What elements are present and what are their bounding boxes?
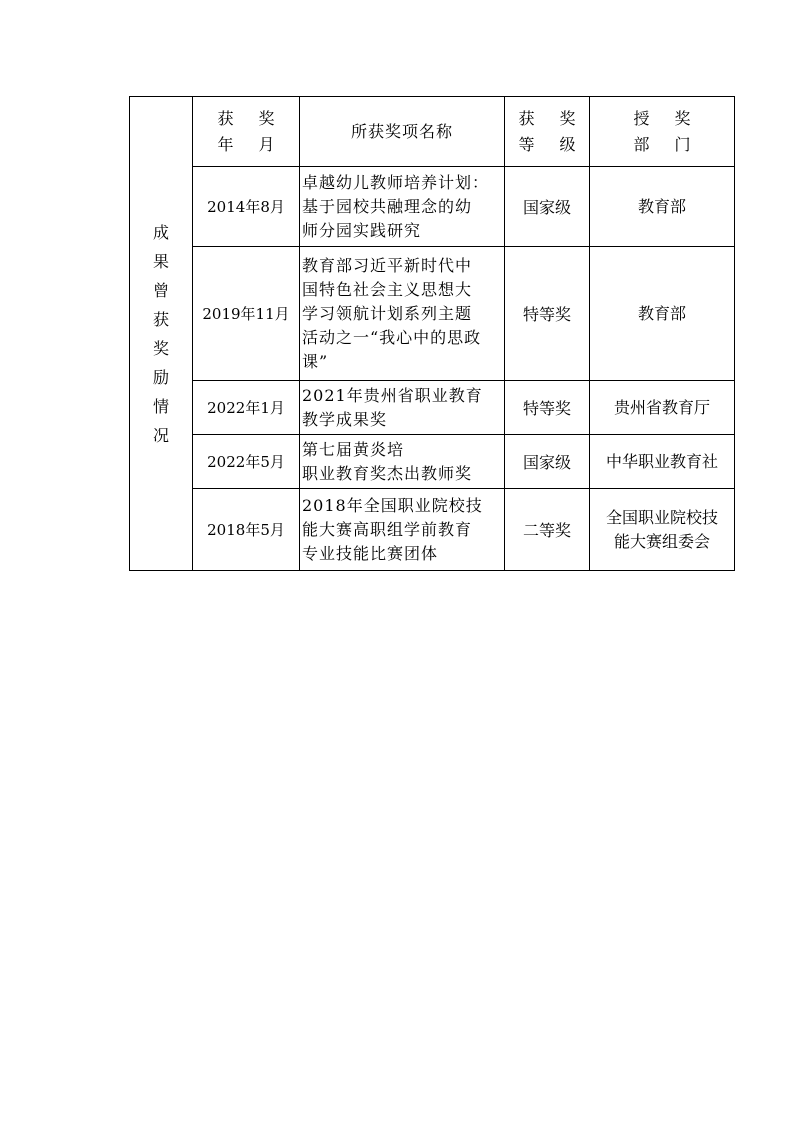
- award-name: [300, 435, 505, 489]
- header-line: 所获奖项名称: [350, 121, 453, 141]
- award-dept-line: 教育部: [637, 196, 686, 216]
- award-name-line: 师分园实践研究: [302, 220, 422, 240]
- award-name-line: 课”: [302, 351, 329, 371]
- table-row: [130, 381, 735, 435]
- award-dept: [590, 167, 735, 247]
- table-row: [130, 167, 735, 247]
- award-name-line: 卓越幼儿教师培养计划：: [302, 172, 490, 192]
- award-name: [300, 247, 505, 381]
- header-dept: [590, 97, 735, 167]
- header-line: 部 门: [633, 134, 701, 154]
- header-level: [505, 97, 590, 167]
- side-title: [130, 97, 193, 571]
- award-level: 特等奖: [505, 247, 590, 381]
- award-dept-line: 全国职业院校技: [605, 507, 718, 527]
- award-dept-line: 教育部: [637, 303, 686, 323]
- award-name: [300, 381, 505, 435]
- award-name-line: 活动之一“我心中的思政: [302, 327, 482, 347]
- header-line: 获 奖: [217, 108, 285, 128]
- table-row: [130, 247, 735, 381]
- header-line: 年 月: [217, 134, 285, 154]
- award-date: 2019年11月: [193, 247, 300, 381]
- header-line: 等 级: [518, 134, 586, 154]
- award-name-line: 2018年全国职业院校技: [302, 495, 483, 515]
- award-name: [300, 167, 505, 247]
- side-title-char: 况: [152, 425, 169, 445]
- award-name-line: 第七届黄炎培: [302, 439, 405, 459]
- side-title-char: 曾: [152, 280, 169, 300]
- award-date: 2018年5月: [193, 489, 300, 571]
- header-year-month: [193, 97, 300, 167]
- table-row: [130, 489, 735, 571]
- award-date: 2022年1月: [193, 381, 300, 435]
- award-date: 2022年5月: [193, 435, 300, 489]
- side-title-char: 果: [152, 251, 169, 271]
- table-row: [130, 435, 735, 489]
- award-name-line: 2021年贵州省职业教育: [302, 385, 483, 405]
- award-level: 二等奖: [505, 489, 590, 571]
- award-level: 特等奖: [505, 381, 590, 435]
- side-title-char: 情: [152, 396, 169, 416]
- award-date: 2014年8月: [193, 167, 300, 247]
- award-dept-line: 能大赛组委会: [613, 531, 710, 551]
- header-award-name: [300, 97, 505, 167]
- award-name-line: 专业技能比赛团体: [302, 543, 439, 563]
- award-name-line: 职业教育奖杰出教师奖: [302, 463, 473, 483]
- award-level: 国家级: [505, 435, 590, 489]
- award-name-line: 国特色社会主义思想大: [302, 279, 473, 299]
- side-title-char: 获: [152, 309, 169, 329]
- award-dept-line: 贵州省教育厅: [613, 397, 710, 417]
- award-name-line: 能大赛高职组学前教育: [302, 519, 473, 539]
- award-name-line: 教学成果奖: [302, 409, 388, 429]
- side-title-char: 励: [152, 367, 169, 387]
- header-line: 获 奖: [518, 108, 586, 128]
- award-level: 国家级: [505, 167, 590, 247]
- header-row: [130, 97, 735, 167]
- award-dept-line: 中华职业教育社: [605, 451, 718, 471]
- award-name: [300, 489, 505, 571]
- award-name-line: 基于园校共融理念的幼: [302, 196, 473, 216]
- award-dept: [590, 381, 735, 435]
- side-title-char: 成: [152, 222, 169, 242]
- header-line: 授 奖: [633, 108, 701, 128]
- award-name-line: 学习领航计划系列主题: [302, 303, 473, 323]
- awards-table: [129, 96, 735, 571]
- side-title-char: 奖: [152, 338, 169, 358]
- award-dept: [590, 247, 735, 381]
- award-dept: [590, 489, 735, 571]
- award-dept: [590, 435, 735, 489]
- award-name-line: 教育部习近平新时代中: [302, 255, 473, 275]
